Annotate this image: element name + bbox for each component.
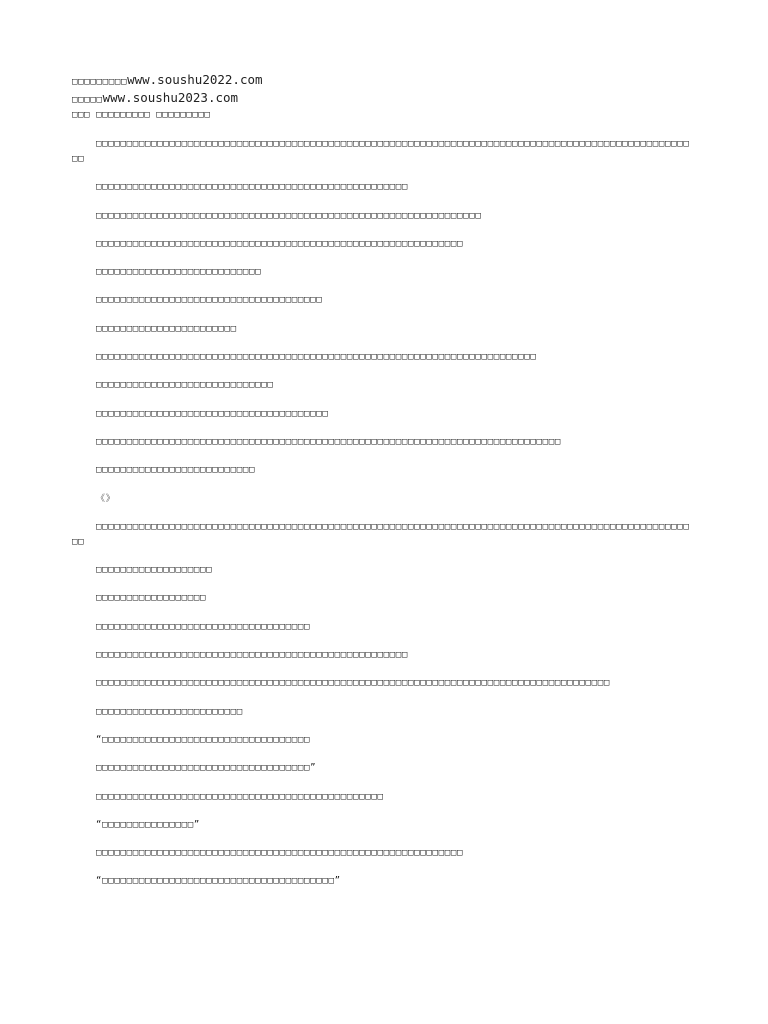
paragraph: □□□□□□□□□□□□□□□□□□□□□□□□□□□□□□□□□□□ <box>96 621 311 632</box>
paragraph: □□□□□□□□□□□□□□□□□□□□□□□□□□□□□□□□□□□□□□□□□□□□□□□□□□□□□□□□□□□□□□□□□□□□□□□□□□□□□□□□□□□□□□□□□□□□□□□□□□□ <box>72 521 690 547</box>
paragraph: 《》 <box>96 493 116 504</box>
paragraph: “□□□□□□□□□□□□□□□□□□□□□□□□□□□□□□□□□□ <box>96 734 311 745</box>
paragraph: □□□□□□□□□□□□□□□□□□□□□□□□□□□□□□□□□□□□□□□□□□□□□□□□□□□ <box>96 650 409 661</box>
paragraph: □□□□□□□□□□□□□□□□□□ <box>96 593 207 604</box>
paragraph: □□□□□□□□□□□□□□□□□□□□□□□□□□ <box>96 465 256 476</box>
paragraph: □□□□□□□□□□□□□□□□□□□□□□□□□□□□□ <box>96 380 274 391</box>
header-line-1-prefix: □□□□□□□□□ <box>72 77 128 87</box>
header-line-2-prefix: □□□□□ <box>72 95 103 105</box>
paragraph: □□□□□□□□□□□□□□□□□□□□□□□□□□□ <box>96 267 262 278</box>
paragraph: □□□□□□□□□□□□□□□□□□□□□□□□□□□□□□□□□□□” <box>96 763 317 774</box>
paragraph: □□□□□□□□□□□□□□□□□□□□□□□□□□□□□□□□□□□□□□□□□□□□□□□ <box>96 791 384 802</box>
body-text <box>72 137 692 889</box>
paragraph: □□□□□□□□□□□□□□□□□□□□□□□□ <box>96 706 243 717</box>
paragraph: □□□□□□□□□□□□□□□□□□□□□□□□□□□□□□□□□□□□□□ <box>96 408 329 419</box>
paragraph: □□□□□□□□□□□□□□□□□□□□□□□□□□□□□□□□□□□□□□□□□□□□□□□□□□□□□□□□□□□□□□□□□□□□□□□□□□□□□□□□□□□□ <box>96 678 610 689</box>
header-line-3: □□□ □□□□□□□□□ □□□□□□□□□ <box>72 110 211 120</box>
paragraph: □□□□□□□□□□□□□□□□□□□□□□□□□□□□□□□□□□□□□□□□□□□□□□□□□□□□□□□□□□□□□□□□□□□□□□□□□□□□□□□□□□□□□□□□□□□□□□□□□□□ <box>72 139 690 164</box>
paragraph: □□□□□□□□□□□□□□□□□□□□□□□□□□□□□□□□□□□□□□□□□□□□□□□□□□□□□□□□□□□□ <box>96 848 464 859</box>
paragraph: “□□□□□□□□□□□□□□□□□□□□□□□□□□□□□□□□□□□□□□” <box>96 876 341 887</box>
header-line-2 <box>72 90 692 108</box>
paragraph: □□□□□□□□□□□□□□□□□□□□□□□□□□□□□□□□□□□□□□□□□□□□□□□□□□□□□□□□□□□□ <box>96 238 464 249</box>
header-line-1 <box>72 72 692 90</box>
paragraph: □□□□□□□□□□□□□□□□□□□□□□□ <box>96 323 237 334</box>
paragraph: □□□□□□□□□□□□□□□□□□□□□□□□□□□□□□□□□□□□□□□□□□□□□□□□□□□ <box>96 182 409 193</box>
paragraph: □□□□□□□□□□□□□□□□□□□□□□□□□□□□□□□□□□□□□□□□□□□□□□□□□□□□□□□□□□□□□□□ <box>96 210 482 221</box>
paragraph: □□□□□□□□□□□□□□□□□□□□□□□□□□□□□□□□□□□□□ <box>96 295 323 306</box>
header-line-2-url: www.soushu2023.com <box>102 90 239 105</box>
paragraph: “□□□□□□□□□□□□□□□” <box>96 819 201 830</box>
paragraph: □□□□□□□□□□□□□□□□□□□□□□□□□□□□□□□□□□□□□□□□□□□□□□□□□□□□□□□□□□□□□□□□□□□□□□□□ <box>96 352 537 363</box>
header-line-1-url: www.soushu2022.com <box>127 72 263 87</box>
document-page <box>72 72 692 889</box>
paragraph: □□□□□□□□□□□□□□□□□□□ <box>96 565 213 576</box>
paragraph: □□□□□□□□□□□□□□□□□□□□□□□□□□□□□□□□□□□□□□□□□□□□□□□□□□□□□□□□□□□□□□□□□□□□□□□□□□□□ <box>96 436 562 447</box>
